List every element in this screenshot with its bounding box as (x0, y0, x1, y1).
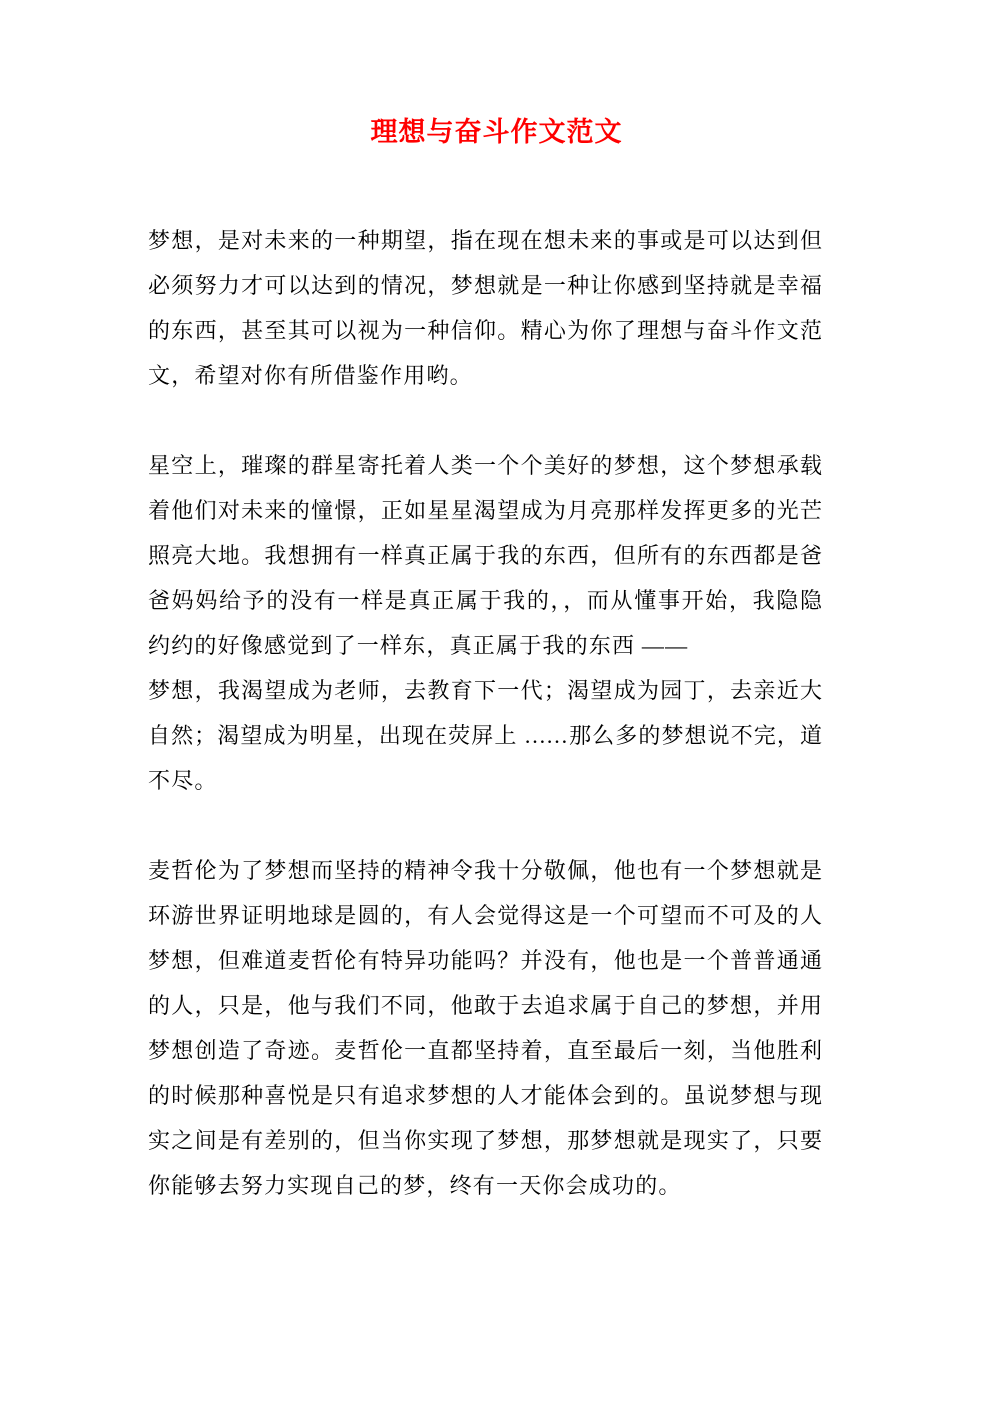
text-line: 麦哲伦为了梦想而坚持的精神令我十分敬佩，他也有一个梦想就是 (148, 858, 822, 883)
paragraph-magellan (148, 848, 822, 1208)
text-line: 约约的好像感觉到了一样东，真正属于我的东西 —— (148, 633, 689, 658)
text-line: 环游世界证明地球是圆的，有人会觉得这是一个可望而不可及的人 (148, 903, 822, 928)
text-line: 梦想，但难道麦哲伦有特异功能吗？并没有，他也是一个普普通通 (148, 948, 822, 973)
text-line: 梦想，是对未来的一种期望，指在现在想未来的事或是可以达到但 (148, 228, 822, 253)
text-line: 实之间是有差别的，但当你实现了梦想，那梦想就是现实了，只要 (148, 1128, 822, 1153)
text-line: 的时候那种喜悦是只有追求梦想的人才能体会到的。虽说梦想与现 (148, 1083, 822, 1108)
text-line: 的人，只是，他与我们不同，他敢于去追求属于自己的梦想，并用 (148, 993, 822, 1018)
paragraph-intro (148, 218, 822, 398)
text-line: 你能够去努力实现自己的梦，终有一天你会成功的。 (148, 1173, 682, 1198)
text-line: 梦想，我渴望成为老师，去教育下一代；渴望成为园丁，去亲近大 (148, 678, 822, 703)
document-title: 理想与奋斗作文范文 (370, 117, 623, 147)
text-line: 爸妈妈给予的没有一样是真正属于我的，，而从懂事开始，我隐隐 (148, 588, 822, 613)
document-body (148, 218, 822, 1208)
text-line: 文，希望对你有所借鉴作用哟。 (148, 363, 473, 388)
text-line: 不尽。 (148, 768, 218, 793)
text-line: 自然；渴望成为明星，出现在荧屏上 ……那么多的梦想说不完，道 (148, 723, 822, 748)
text-line: 必须努力才可以达到的情况，梦想就是一种让你感到坚持就是幸福 (148, 273, 822, 298)
text-line: 照亮大地。我想拥有一样真正属于我的东西，但所有的东西都是爸 (148, 543, 822, 568)
text-line: 梦想创造了奇迹。麦哲伦一直都坚持着，直至最后一刻，当他胜利 (148, 1038, 822, 1063)
paragraph-starry-sky (148, 443, 822, 803)
text-line: 的东西，甚至其可以视为一种信仰。精心为你了理想与奋斗作文范 (148, 318, 822, 343)
text-line: 着他们对未来的憧憬，正如星星渴望成为月亮那样发挥更多的光芒 (148, 498, 822, 523)
text-line: 星空上，璀璨的群星寄托着人类一个个美好的梦想，这个梦想承载 (148, 453, 822, 478)
